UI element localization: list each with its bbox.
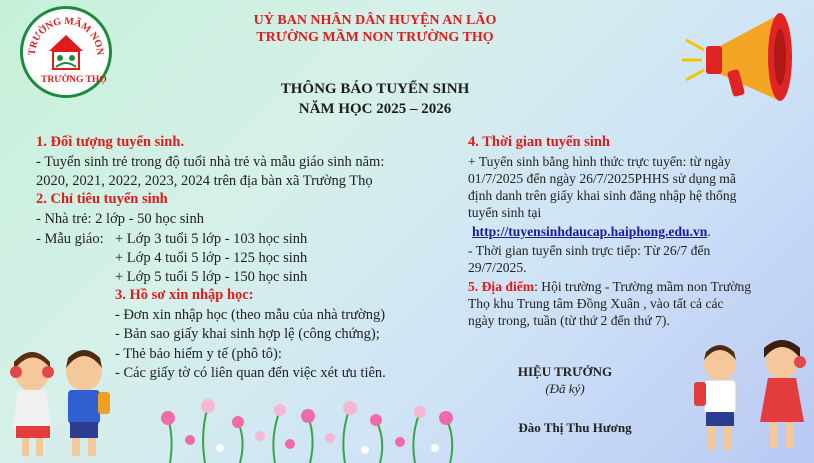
enrollment-link[interactable]: http://tuyensinhdaucap.haiphong.edu.vn <box>472 224 708 239</box>
document-item-3: - Thẻ bảo hiểm y tế (phô tô): <box>115 346 282 362</box>
section-1-text-a: - Tuyển sinh trẻ trong độ tuổi nhà trẻ và mẫu giáo sinh năm: <box>36 154 385 170</box>
mau-giao-label: - Mẫu giáo: <box>36 231 104 247</box>
children-illustration-right <box>690 318 814 463</box>
document-item-1: - Đơn xin nhập học (theo mẫu của nhà trường) <box>115 307 386 323</box>
flowers-decoration <box>150 378 470 463</box>
section-4-body <box>468 153 805 329</box>
signature-role: HIỆU TRƯỞNG <box>517 364 613 379</box>
document-item-4: - Các giấy tờ có liên quan đến việc xét ưu tiên. <box>115 365 386 381</box>
title-line-1: THÔNG BÁO TUYỂN SINH <box>280 81 470 97</box>
section-2-heading: 2. Chỉ tiêu tuyển sinh <box>36 191 168 207</box>
document-item-2: - Bản sao giấy khai sinh hợp lệ (công chứng); <box>115 326 380 342</box>
mau-giao-5-tuoi: + Lớp 5 tuổi 5 lớp - 150 học sinh <box>115 269 308 285</box>
link-trailing-dot: . <box>707 224 711 239</box>
section-4-line-1: + Tuyển sinh bằng hình thức trực tuyến: từ ngày <box>468 154 731 169</box>
nha-tre-quota: - Nhà trẻ: 2 lớp - 50 học sinh <box>36 211 204 227</box>
section-4-heading: 4. Thời gian tuyển sinh <box>468 134 610 150</box>
section-4-line-2: 01/7/2025 đến ngày 26/7/2025PHHS sử dụng mã <box>468 171 736 186</box>
section-5-line-3: ngày trong, tuần (từ thứ 2 đến thứ 7). <box>468 313 670 328</box>
children-illustration-left <box>2 338 122 463</box>
title-line-2: NĂM HỌC 2025 – 2026 <box>298 101 452 117</box>
header-line-2: TRƯỜNG MẦM NON TRƯỜNG THỌ <box>256 30 494 45</box>
section-4-direct-line-1: - Thời gian tuyển sinh trực tiếp: Từ 26/7 đến <box>468 243 711 258</box>
mau-giao-3-tuoi: + Lớp 3 tuổi 5 lớp - 103 học sinh <box>115 231 308 247</box>
header-authority <box>230 12 520 46</box>
section-1-text-b: 2020, 2021, 2022, 2023, 2024 trên địa bàn xã Trường Thọ <box>36 173 373 189</box>
megaphone-icon <box>680 6 810 111</box>
section-3-heading: 3. Hồ sơ xin nhập học: <box>115 287 254 303</box>
section-5-heading: 5. Địa điểm <box>468 279 535 294</box>
section-5-text-a: : Hội trường - Trường mầm non Trường <box>534 279 752 294</box>
section-5-line-1 <box>468 278 805 295</box>
section-1-heading: 1. Đối tượng tuyển sinh. <box>36 134 185 150</box>
logo-school-name: TRƯỜNG THỌ <box>41 75 107 85</box>
header-line-1: UỶ BAN NHÂN DÂN HUYỆN AN LÃO <box>253 13 497 28</box>
school-logo <box>20 6 112 98</box>
section-4-line-4: tuyển sinh tại <box>468 205 542 220</box>
notice-title <box>230 79 520 119</box>
signature-note: (Đã ký) <box>545 381 585 396</box>
link-line <box>468 223 805 240</box>
signature-name: Đào Thị Thu Hương <box>518 420 632 435</box>
logo-arc-text: TRƯỜNG MẦM NON <box>26 15 106 56</box>
mau-giao-4-tuoi: + Lớp 4 tuổi 5 lớp - 125 học sinh <box>115 250 308 266</box>
section-5-line-2: Thọ khu Trung tâm Đồng Xuân , vào tất cả các <box>468 296 724 311</box>
section-4-direct-line-2: 29/7/2025. <box>468 260 527 275</box>
section-4-line-3: định danh trên giấy khai sinh đăng nhập hệ thống <box>468 188 737 203</box>
